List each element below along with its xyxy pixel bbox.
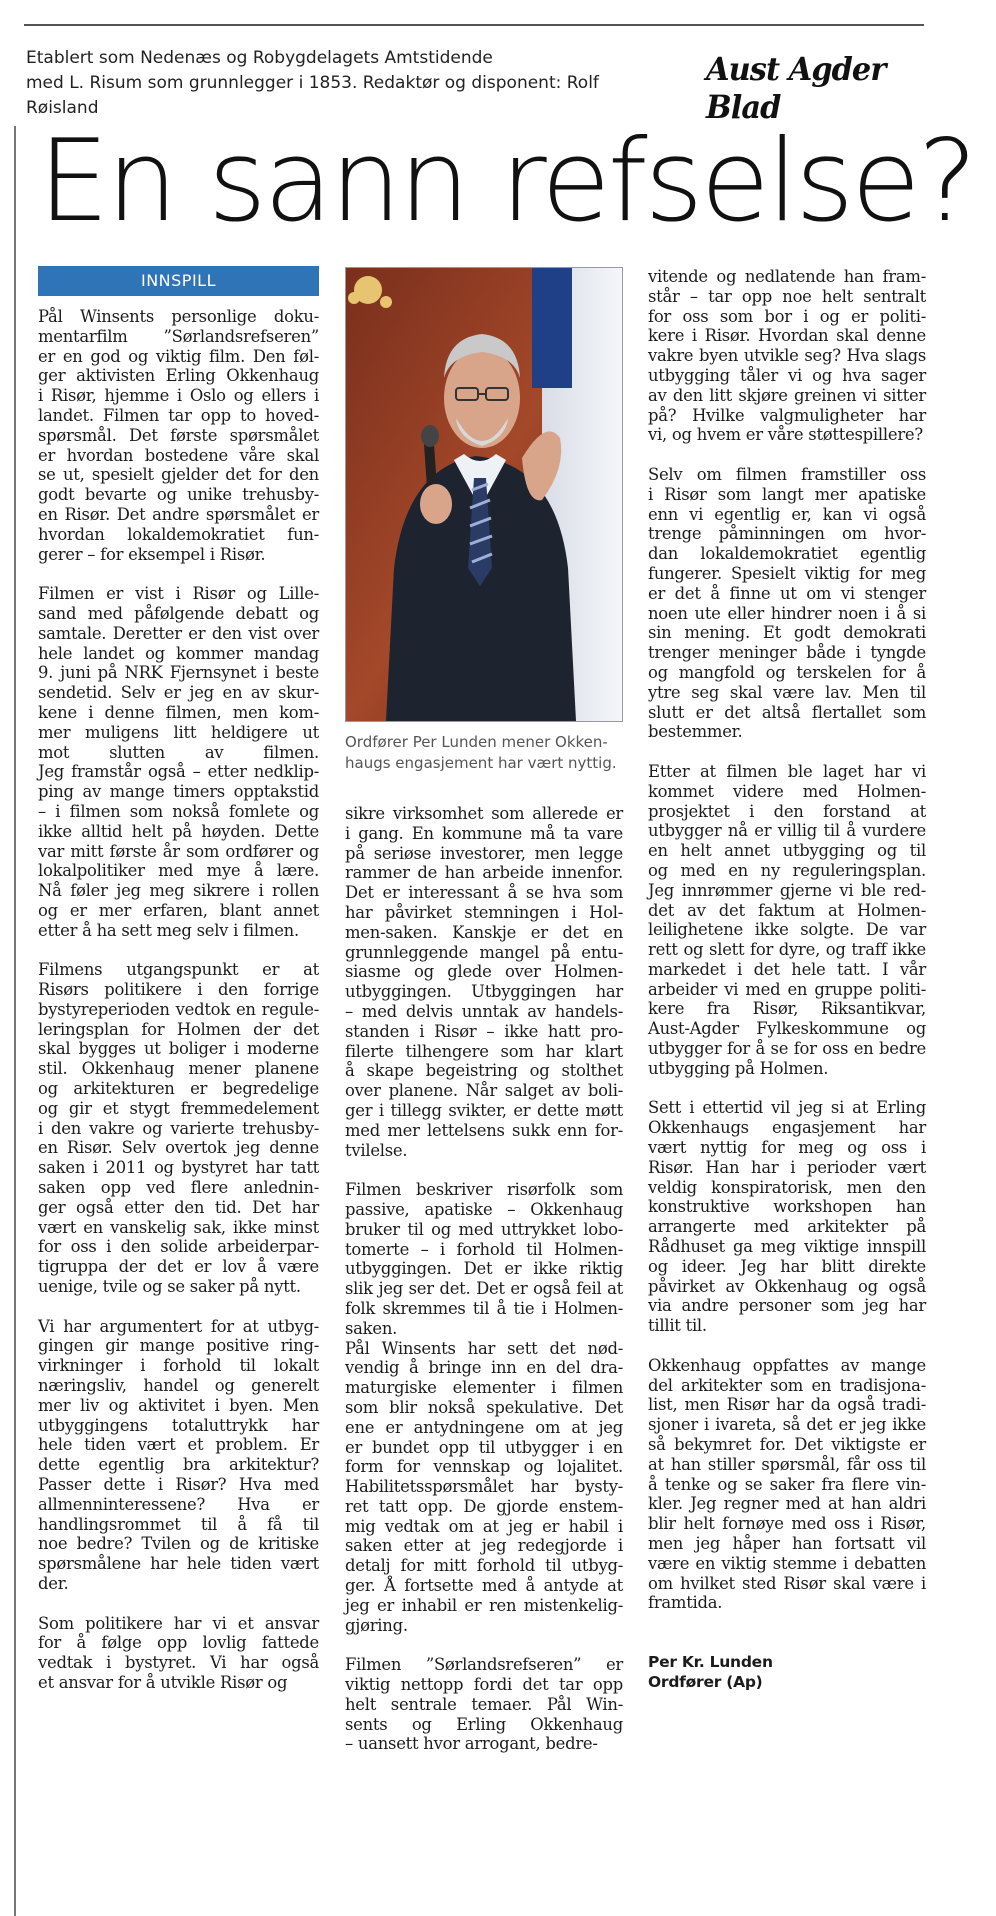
text-line: i gang. En kommune må ta vare xyxy=(345,823,623,843)
text-line: standen i Risør – ikke hatt pro- xyxy=(345,1021,623,1041)
text-line: mentarfilm ”Sørlandsrefseren” xyxy=(38,326,319,346)
photo-caption xyxy=(345,732,625,774)
text-line: mot slutten av filmen. xyxy=(38,742,319,762)
text-line: er bundet opp til utbygger i en xyxy=(345,1437,623,1457)
text-line: 9. juni på NRK Fjernsynet i beste xyxy=(38,663,319,683)
text-line: å tenke og se saker fra flere vin- xyxy=(648,1474,926,1494)
text-line: stil. Okkenhaug mener planene xyxy=(38,1059,319,1079)
text-line: på? Hvilke valgmuligheter har xyxy=(648,405,926,425)
text-line: Okkenhaugs engasjement har xyxy=(648,1118,926,1138)
text-line: skal bygges ut boliger i moderne xyxy=(38,1039,319,1059)
text-line: hvordan lokaldemokratiet fun- xyxy=(38,524,319,544)
text-line: av den litt skjøre greinen vi sitter xyxy=(648,385,926,405)
text-line: var mitt første år som ordfører og xyxy=(38,841,319,861)
text-line: hele landet og kommer mandag xyxy=(38,643,319,663)
text-line: bystyreperioden vedtok en regule- xyxy=(38,999,319,1019)
text-line: utbyggingen. Utbyggingen har xyxy=(345,982,623,1002)
masthead xyxy=(26,46,666,121)
text-line: del arkitekter som en tradisjona- xyxy=(648,1375,926,1395)
text-line: leringsplan for Holmen der det xyxy=(38,1019,319,1039)
paragraph-gap xyxy=(648,1336,926,1356)
text-line: Filmens utgangspunkt er at xyxy=(38,960,319,980)
text-line: rammer de han arbeide innenfor. xyxy=(345,863,623,883)
photo-illustration xyxy=(346,268,622,721)
text-line: slutt er det altså flertallet som xyxy=(648,702,926,722)
text-line: Selv om filmen framstiller oss xyxy=(648,464,926,484)
left-rule xyxy=(14,126,16,1916)
text-line: kene i denne filmen, men kom- xyxy=(38,702,319,722)
text-line: vært nyttig for meg og oss i xyxy=(648,1138,926,1158)
text-line: en helt annet utbygging og til xyxy=(648,841,926,861)
text-line: Sett i ettertid vil jeg si at Erling xyxy=(648,1098,926,1118)
text-line: et ansvar for å utvikle Risør og xyxy=(38,1672,288,1692)
text-line: spørsmålene har hele tiden vært xyxy=(38,1554,319,1574)
text-line: kere fra Risør, Riksantikvar, xyxy=(648,999,926,1019)
text-line: leilighetene ikke solgte. De var xyxy=(648,920,926,940)
text-line: som blir nokså spekulative. Det xyxy=(345,1397,623,1417)
text-line: list, men Risør har da også tradi- xyxy=(648,1395,926,1415)
text-line: ene er antydningene om at jeg xyxy=(345,1417,623,1437)
text-line: kere i Risør. Hvordan skal denne xyxy=(648,326,926,346)
text-line: ger. Å fortsette med å antyde at xyxy=(345,1576,623,1596)
text-line: rett og slett for dyre, og traff ikke xyxy=(648,940,926,960)
text-line: ping av mange timers opptakstid xyxy=(38,782,319,802)
text-line: Passer dette i Risør? Hva med xyxy=(38,1475,319,1495)
text-line: fungerer. Spesielt viktig for meg xyxy=(648,563,926,583)
text-line: Pål Winsents har sett det nød- xyxy=(345,1338,623,1358)
text-line: vi, og hvem er våre støttespillere? xyxy=(648,425,923,445)
text-line: jeg er inhabil er ren mistenkelig- xyxy=(345,1595,623,1615)
spacer xyxy=(648,1613,926,1633)
text-line: samtale. Deretter er den vist over xyxy=(38,623,319,643)
text-line: helt sentrale temaer. Pål Win- xyxy=(345,1694,623,1714)
text-line: er en god og viktig film. Den føl- xyxy=(38,346,319,366)
text-line: mer liv og aktivitet i byen. Men xyxy=(38,1395,319,1415)
text-line: for oss i den solide arbeiderpar- xyxy=(38,1237,319,1257)
text-line: folk skremmes til å tie i Holmen- xyxy=(345,1298,623,1318)
text-line: markedet i det hele tatt. I vår xyxy=(648,959,926,979)
text-line: vitende og nedlatende han fram- xyxy=(648,267,926,286)
text-line: står – tar opp noe helt sentralt xyxy=(648,286,926,306)
column-1 xyxy=(38,307,319,1693)
text-line: om hvilket sted Risør skal være i xyxy=(648,1573,926,1593)
text-line: Jeg innrømmer gjerne vi ble red- xyxy=(648,880,926,900)
text-line: tigruppa der det er lov å være xyxy=(38,1257,319,1277)
text-line: er hvordan bostedene våre skal xyxy=(38,445,319,465)
text-line: grunnleggende mangel på entu- xyxy=(345,942,623,962)
text-line: virkninger i forhold til lokalt xyxy=(38,1356,319,1376)
text-line: Filmen ”Sørlandsrefseren” er xyxy=(345,1655,623,1675)
text-line: godt bevarte og unike trehusby- xyxy=(38,485,319,505)
text-line: Filmen beskriver risørfolk som xyxy=(345,1180,623,1200)
text-line: utbyggingens totaluttrykk har xyxy=(38,1415,319,1435)
text-line: landet. Filmen tar opp to hoved- xyxy=(38,405,319,425)
text-line: der. xyxy=(38,1574,69,1593)
text-line: filerte tilhengere som har klart xyxy=(345,1041,623,1061)
text-line: dan lokaldemokratiet egentlig xyxy=(648,544,926,564)
text-line: gjøring. xyxy=(345,1615,408,1635)
text-line: etter å ha sett meg selv i filmen. xyxy=(38,920,299,940)
text-line: konstruktive workshopen han xyxy=(648,1197,926,1217)
text-line: det av det faktum at Holmen- xyxy=(648,900,926,920)
text-line: Nå føler jeg meg sikrere i rollen xyxy=(38,881,319,901)
paragraph-gap xyxy=(38,1297,319,1317)
text-line: trenger meninger både i tyngde xyxy=(648,643,926,663)
text-line: enn vi egentlig er, kan vi også xyxy=(648,504,926,524)
text-line: en Risør. Selv overtok jeg denne xyxy=(38,1138,319,1158)
section-kicker: INNSPILL xyxy=(38,266,319,296)
text-line: ret tatt opp. De gjorde enstem- xyxy=(345,1496,623,1516)
text-line: og med en ny reguleringsplan. xyxy=(648,860,926,880)
text-line: Okkenhaug oppfattes av mange xyxy=(648,1355,926,1375)
text-line: så bekymret for. Det viktigste er xyxy=(648,1435,926,1455)
text-line: tomerte – i forhold til Holmen- xyxy=(345,1239,623,1259)
text-line: for oss som bor i og er politi- xyxy=(648,306,926,326)
top-rule xyxy=(24,24,924,26)
text-line: i Risør, hjemme i Oslo og ellers i xyxy=(38,386,319,406)
paragraph-gap xyxy=(38,564,319,584)
text-line: utbygger for å se for oss en bedre xyxy=(648,1039,926,1059)
text-line: har påvirket stemningen i Hol- xyxy=(345,902,623,922)
text-line: utbygger nå er villig til å vurdere xyxy=(648,821,926,841)
text-line: veldig konspiratorisk, men den xyxy=(648,1177,926,1197)
text-line: over planene. Når salget av boli- xyxy=(345,1081,623,1101)
text-line: men jeg håper han fortsatt vil xyxy=(648,1534,926,1553)
spacer xyxy=(648,1633,926,1653)
text-line: ikke alltid helt på høyden. Dette xyxy=(38,821,319,841)
text-line: sents og Erling Okkenhaug xyxy=(345,1714,623,1734)
text-line: framtida. xyxy=(648,1593,723,1613)
text-line: i Risør som langt mer apatiske xyxy=(648,484,926,504)
text-line: saken i 2011 og bystyret har tatt xyxy=(38,1158,319,1178)
text-line: spørsmål. Det første spørsmålet xyxy=(38,425,319,445)
text-line: en Risør. Det andre spørsmålet er xyxy=(38,504,319,524)
text-line: uenige, tvile og se saker på nytt. xyxy=(38,1277,301,1297)
text-line: arbeider vi med en gruppe politi- xyxy=(648,979,926,999)
text-line: vedtak i bystyret. Vi har også xyxy=(38,1653,319,1673)
text-line: Som politikere har vi et ansvar xyxy=(38,1613,319,1633)
paragraph-gap xyxy=(648,445,926,465)
text-line: og gir et stygt fremmedelement xyxy=(38,1098,319,1118)
text-line: Etter at filmen ble laget har vi xyxy=(648,761,926,781)
paragraph-gap xyxy=(648,1079,926,1099)
text-line: at han stiller spørsmål, får oss til xyxy=(648,1454,926,1474)
text-line: og mangfold og terskelen for å xyxy=(648,662,926,682)
text-line: gingen gir mange positive ring- xyxy=(38,1336,319,1356)
signature-name: Per Kr. Lunden xyxy=(648,1652,773,1671)
text-line: noe bedre? Tvilen og de kritiske xyxy=(38,1534,319,1554)
text-line: på seriøse investorer, men legge xyxy=(345,843,623,863)
photo-mayor-speaking xyxy=(345,267,623,722)
text-line: næringsliv, handel og generelt xyxy=(38,1376,319,1396)
text-line: er det å finne ut om vi stenger xyxy=(648,583,926,603)
caption-line: Ordfører Per Lunden mener Okken- xyxy=(345,733,608,751)
paragraph-gap xyxy=(345,1160,623,1180)
text-line: være en viktig stemme i debatten xyxy=(648,1553,926,1573)
signature-title: Ordfører (Ap) xyxy=(648,1672,763,1691)
text-line: prosjektet i den forstand at xyxy=(648,801,926,821)
text-line: Filmen er vist i Risør og Lille- xyxy=(38,584,319,604)
newspaper-logo: Aust Agder Blad xyxy=(706,50,886,126)
text-line: og er mer erfaren, blant annet xyxy=(38,900,319,920)
text-line: vakre byen utvikle seg? Hva slags xyxy=(648,346,926,366)
text-line: gerer – for eksempel i Risør. xyxy=(38,544,266,564)
paragraph-gap xyxy=(648,742,926,762)
text-line: utbygging på Holmen. xyxy=(648,1058,829,1078)
text-line: se ut, spesielt gjelder det for den xyxy=(38,465,319,485)
column-2 xyxy=(345,804,623,1754)
text-line: maturgiske elementer i filmen xyxy=(345,1378,623,1398)
text-line: siasme og glede over Holmen- xyxy=(345,962,623,982)
text-line: via andre personer som jeg har xyxy=(648,1296,926,1316)
text-line: – i filmen som nokså fomlete og xyxy=(38,801,319,821)
text-line: vært en vanskelig sak, ikke minst xyxy=(38,1217,319,1237)
paragraph-gap xyxy=(345,1635,623,1655)
text-line: å skape begeistring og stolthet xyxy=(345,1061,623,1081)
text-line: slik jeg ser det. Det er også feil at xyxy=(345,1279,623,1299)
text-line: sand med påfølgende debatt og xyxy=(38,603,319,623)
text-line: Risørs politikere i den forrige xyxy=(38,980,319,1000)
text-line: men-saken. Kanskje er det en xyxy=(345,922,623,942)
text-line: detalj for mitt forhold til utbyg- xyxy=(345,1556,623,1576)
text-line: saken opp ved flere anlednin- xyxy=(38,1178,319,1198)
text-line: Pål Winsents personlige doku- xyxy=(38,307,319,326)
text-line: sin mening. Et godt demokrati xyxy=(648,623,926,643)
text-line: – med delvis unntak av handels- xyxy=(345,1001,623,1021)
text-line: blir helt fornøye med oss i Risør, xyxy=(648,1514,926,1534)
text-line: sjoner i ivareta, så det er jeg ikke xyxy=(648,1415,926,1435)
text-line: viktig nettopp fordi det tar opp xyxy=(345,1675,623,1695)
caption-line: haugs engasjement har vært nyttig. xyxy=(345,754,617,772)
masthead-line-2: med L. Risum som grunnlegger i 1853. Redaktør og disponent: Rolf Røisland xyxy=(26,73,599,118)
text-line: utbygging tåler vi og hva sager xyxy=(648,365,926,385)
text-line: Habilitetsspørsmålet har bysty- xyxy=(345,1477,623,1497)
text-line: saken etter at jeg redegjorde i xyxy=(345,1536,623,1556)
text-line: – uansett hvor arrogant, bedre- xyxy=(345,1734,598,1754)
text-line: form for vennskap og lojalitet. xyxy=(345,1457,623,1477)
text-line: og arkitekturen er begredelige xyxy=(38,1079,319,1099)
text-line: dette egentlig bra arkitektur? xyxy=(38,1455,319,1475)
text-line: bruker til og med uttrykket lobo- xyxy=(345,1219,623,1239)
text-line: tillit til. xyxy=(648,1316,707,1336)
text-line: ger i tillegg svikter, er dette møtt xyxy=(345,1100,623,1120)
text-line: Rådhuset ga meg viktige innspill xyxy=(648,1237,926,1257)
text-line: Jeg framstår også – etter nedklip- xyxy=(38,762,319,782)
text-line: med mer lettelsens sukk enn for- xyxy=(345,1120,623,1140)
headline: En sann refselse? xyxy=(38,115,975,247)
text-line: kommet videre med Holmen- xyxy=(648,781,926,801)
text-line: Det er interessant å se hva som xyxy=(345,883,623,903)
column-3-text xyxy=(648,267,926,1613)
text-line: saken. xyxy=(345,1318,398,1338)
text-line: ger aktivisten Erling Okkenhaug xyxy=(38,366,319,386)
text-line: allmenninteressene? Hva er xyxy=(38,1494,319,1514)
text-line: trenge påminningen om hvor- xyxy=(648,524,926,544)
text-line: ger også etter den tid. Det har xyxy=(38,1197,319,1217)
text-line: i den vakre og varierte trehusby- xyxy=(38,1118,319,1138)
text-line: mer muligens litt heldigere ut xyxy=(38,722,319,742)
paragraph-gap xyxy=(38,1594,319,1614)
text-line: bestemmer. xyxy=(648,722,743,742)
text-line: sikre virksomhet som allerede er xyxy=(345,804,623,823)
text-line: noen ute eller hindrer noen i å si xyxy=(648,603,926,623)
text-line: ytre seg skal være lav. Men til xyxy=(648,682,926,702)
text-line: for å følge opp lovlig fattede xyxy=(38,1633,319,1653)
text-line: mig vedtak om at jeg er habil i xyxy=(345,1516,623,1536)
text-line: lokalpolitiker med mye å lære. xyxy=(38,861,319,881)
text-line: og ideer. Jeg har blitt direkte xyxy=(648,1256,926,1276)
text-line: vendig å bringe inn en del dra- xyxy=(345,1358,623,1378)
text-line: handlingsrommet til å få til xyxy=(38,1514,319,1534)
text-line: kler. Jeg regner med at han aldri xyxy=(648,1494,926,1514)
text-line: Aust-Agder Fylkeskommune og xyxy=(648,1019,926,1039)
masthead-line-1: Etablert som Nedenæs og Robygdelagets Amtstidende xyxy=(26,48,493,68)
text-line: utbyggingen. Det er ikke riktig xyxy=(345,1259,623,1279)
text-line: passive, apatiske – Okkenhaug xyxy=(345,1199,623,1219)
text-line: påvirket av Okkenhaug og også xyxy=(648,1276,926,1296)
text-line: Risør. Han har i perioder vært xyxy=(648,1157,926,1177)
text-line: Vi har argumentert for at utbyg- xyxy=(38,1316,319,1336)
text-line: tvilelse. xyxy=(345,1140,408,1160)
text-line: hele tiden vært et problem. Er xyxy=(38,1435,319,1455)
paragraph-gap xyxy=(38,941,319,961)
column-3 xyxy=(648,267,926,1692)
text-line: sendetid. Selv er jeg en av skur- xyxy=(38,683,319,703)
text-line: arrangerte med arkitekter på xyxy=(648,1217,926,1237)
